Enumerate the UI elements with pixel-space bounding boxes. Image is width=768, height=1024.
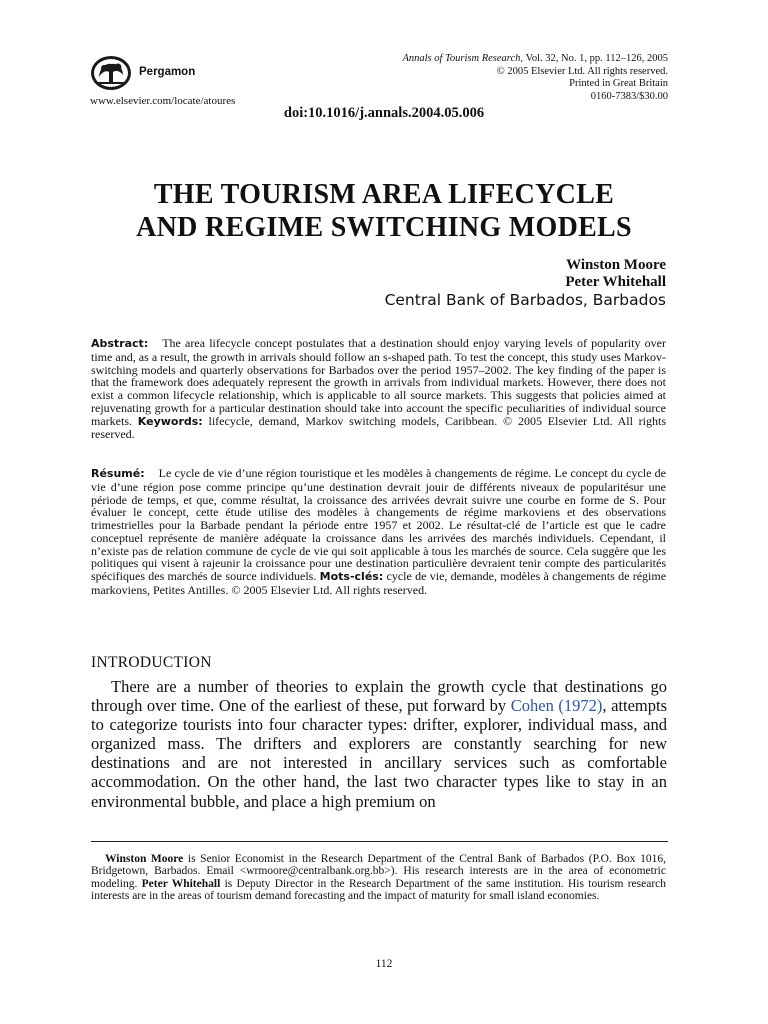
footnote-text-1: is Senior Economist in the Research Department of the Central Bank of Barbados (P.O. Box 1016, Bridgetown, Barbados. Email <wrmoore@centralbank.org.bb>). His research interests are in the area of econometric modeling.	[91, 853, 667, 890]
author-name: Winston Moore	[566, 257, 666, 273]
resume-text: Le cycle de vie d’une région touristique et les modèles à changements de régime. Le concept du cycle de vie d’une région pose comme principe qu’une destination devrait jouir de différents niveaux de popularitésur une période de temps, et que, comme résultat, la croissance des arrivées devrait suivre une courbe en forme de S. Pour évaluer le concept, cette étude utilise des modèles à changements de régime markoviens et des observations trimestrielles pour la Barbade pendant la période entre 1957 et 2002. Le résultat-clé de l’article est que le cadre conceptuel représente de manière adéquate la croissance dans les arrivées des marchés individuels. Cependant, il n’existe pas de relation commune de cycle de vie qui soit applicable à tous les marchés de source. Cela suggère que les politiques qui visent à rajeunir la croissance pour une destination particulière devraient tenir compte des particularités spécifiques des marchés de source individuels.	[91, 466, 666, 583]
mots-cles-label: Mots-clés:	[319, 570, 384, 583]
footnote-text-2: is Deputy Director in the Research Department of the same institution. His tourism research interests are in the areas of tourism demand forecasting and the impact of maturity for small island economies.	[91, 877, 667, 903]
resume-label: Résumé:	[91, 467, 145, 480]
issn-line: 0160-7383/$30.00	[590, 90, 668, 102]
intro-text-after: , attempts to categorize tourists into four character types: drifter, explorer, individual mass, and organized mass. The drifters and explorers are constantly searching for new destinations and are not interested in ancillary services such as comfortable accommodation. On the other hand, the last two character types like to stay in an environmental bubble, and place a high premium on	[91, 696, 668, 811]
printed-line: Printed in Great Britain	[569, 78, 668, 90]
section-heading-introduction: INTRODUCTION	[91, 654, 212, 671]
publisher-name: Pergamon	[139, 66, 196, 78]
footnote-divider	[91, 841, 668, 842]
citation-link-cohen[interactable]: Cohen (1972)	[510, 696, 603, 716]
journal-website-link[interactable]: www.elsevier.com/locate/atoures	[90, 95, 236, 107]
journal-info	[402, 53, 668, 103]
authors	[565, 257, 666, 291]
keywords-text: lifecycle, demand, Markov switching models, Caribbean. © 2005 Elsevier Ltd. All rights reserved.	[91, 413, 667, 442]
journal-name: Annals of Tourism Research,	[402, 53, 524, 64]
title-line-2: AND REGIME SWITCHING MODELS	[136, 212, 632, 243]
intro-text-before: There are a number of theories to explain the growth cycle that destinations go through over time. One of the earliest of these, put forward by	[91, 677, 667, 716]
author-name: Peter Whitehall	[565, 274, 666, 290]
abstract	[91, 337, 666, 441]
copyright-line: © 2005 Elsevier Ltd. All rights reserved.	[496, 65, 668, 77]
introduction-paragraph	[91, 677, 667, 811]
keywords-label: Keywords:	[137, 414, 203, 428]
abstract-text: The area lifecycle concept postulates that a destination should enjoy varying levels of popularity over time and, as a result, the growth in arrivals should follow an s-shaped path. To test the concept, this study uses Markov-switching models and quarterly observations for Barbados over the period 1957–2002. The key finding of the paper is that the framework does adequately represent the growth in arrivals from individual markets. However, there does not exist a common lifecycle relationship, which is applicable to all source markets. This suggests that policies aimed at rejuvenating growth for a particular destination should take into account the specific peculiarities of individual source markets.	[91, 336, 666, 428]
elsevier-tree-logo-icon	[90, 55, 132, 91]
abstract-label: Abstract:	[91, 337, 149, 350]
article-title	[60, 178, 708, 244]
journal-volume: Vol. 32, No. 1, pp. 112–126, 2005	[525, 53, 668, 64]
doi-link[interactable]: doi:10.1016/j.annals.2004.05.006	[283, 105, 485, 121]
mots-cles-text: cycle de vie, demande, modèles à changements de régime markoviens, Petites Antilles. © 2005 Elsevier Ltd. All rights reserved.	[91, 569, 667, 597]
author-footnote	[91, 853, 666, 903]
footnote-author-2: Peter Whitehall	[141, 877, 221, 890]
journal-citation-line	[402, 53, 668, 66]
resume	[91, 467, 666, 597]
affiliation: Central Bank of Barbados, Barbados	[384, 291, 666, 309]
page-number: 112	[375, 958, 393, 970]
footnote-author-1: Winston Moore	[105, 853, 184, 865]
title-line-1: THE TOURISM AREA LIFECYCLE	[153, 179, 615, 210]
